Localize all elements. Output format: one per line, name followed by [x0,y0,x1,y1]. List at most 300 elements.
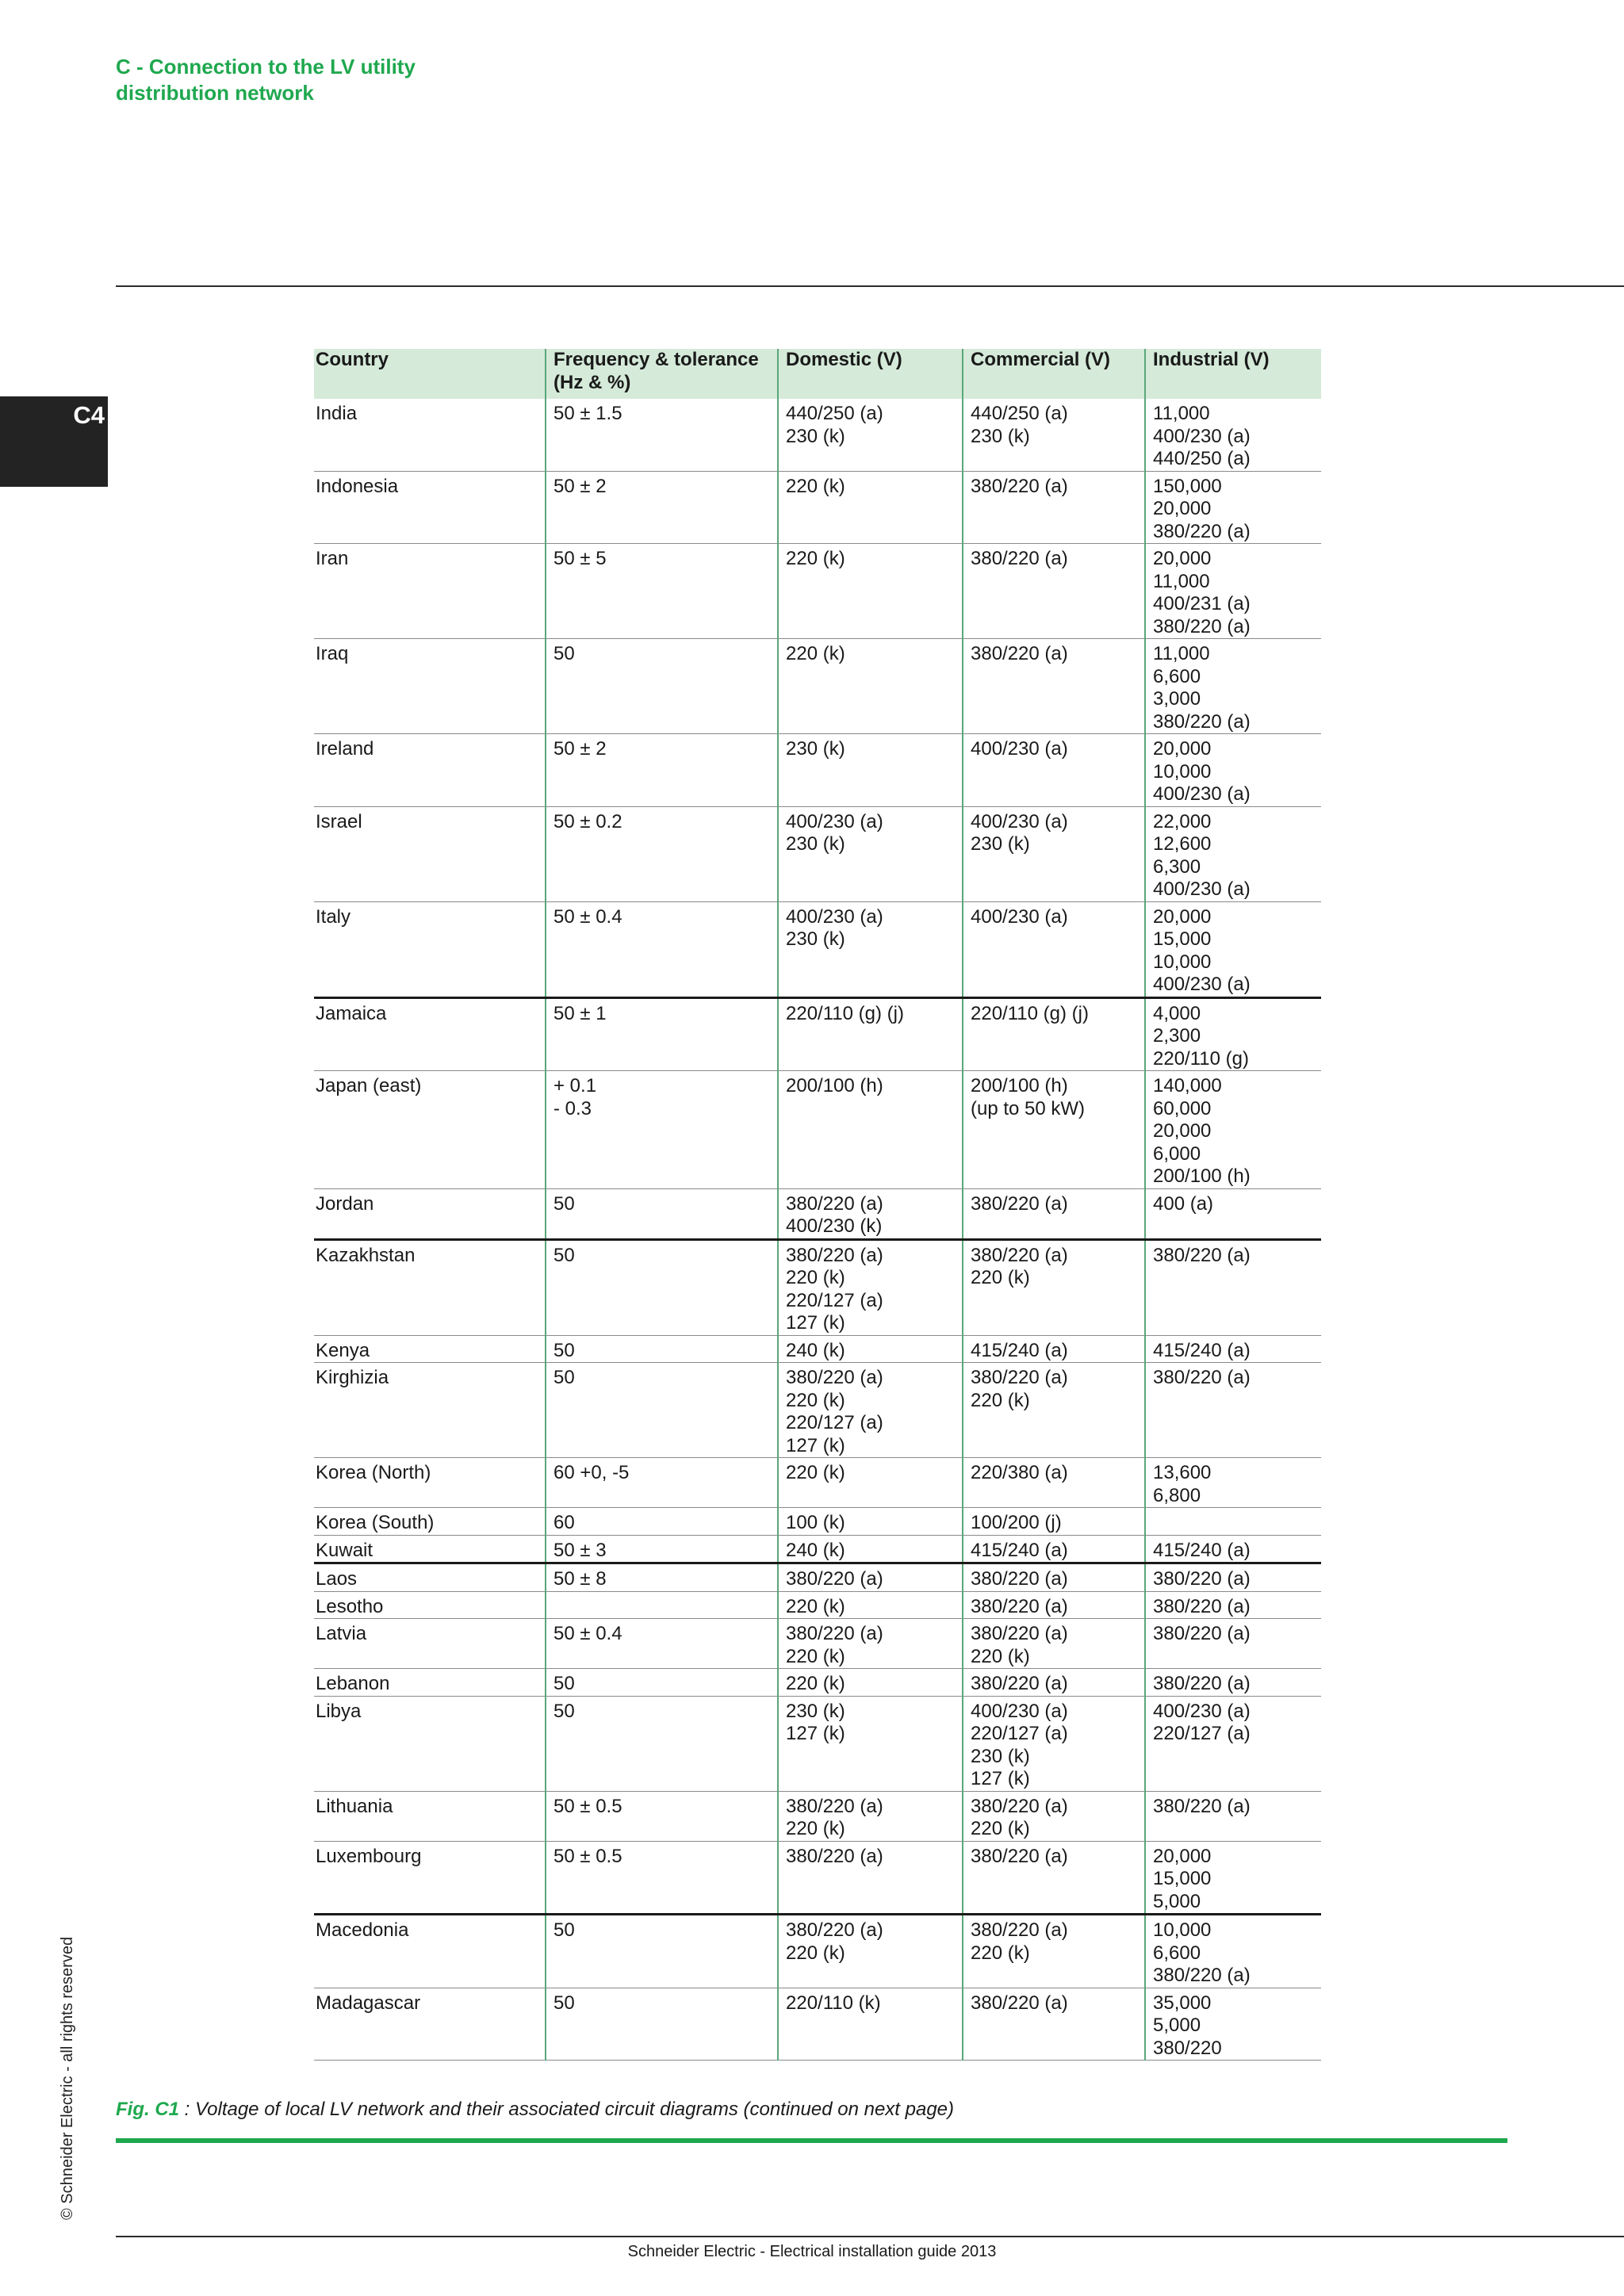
cell-country [314,1696,546,1791]
cell-industrial [1145,1363,1321,1458]
cell-commercial-line: 220/110 (g) (j) [971,1002,1089,1024]
cell-frequency-line: + 0.1 [553,1075,597,1096]
cell-domestic-line: 220 (k) [786,643,845,664]
cell-industrial [1145,1988,1321,2061]
table-row [314,1363,1321,1458]
cell-domestic-line: 220/110 (k) [786,1992,881,2014]
cell-domestic [778,1563,963,1592]
cell-frequency [546,1791,778,1841]
cell-industrial-line: 15,000 [1153,928,1212,950]
chapter-page-label: C4 [73,401,105,429]
cell-industrial-line: 15,000 [1153,1868,1212,1889]
cell-frequency [546,734,778,807]
column-header-frequency: Frequency & tolerance (Hz & %) [546,349,778,399]
cell-commercial-line: 380/220 (a) [971,1595,1068,1617]
cell-country [314,997,546,1071]
cell-frequency-line: 50 ± 2 [553,475,607,497]
cell-commercial-line: 230 (k) [971,833,1030,855]
cell-commercial-line: 380/220 (a) [971,1568,1068,1590]
cell-frequency-line: 50 [553,643,575,664]
country-name: Kenya [316,1339,370,1361]
cell-industrial-line: 4,000 [1153,1002,1201,1024]
country-name: Japan (east) [316,1075,422,1096]
cell-domestic [778,1791,963,1841]
cell-domestic-line: 220/127 (a) [786,1412,883,1433]
country-name: Indonesia [316,475,399,497]
cell-frequency [546,901,778,997]
cell-frequency-line: 50 [553,1673,575,1694]
cell-frequency [546,1915,778,1988]
cell-industrial-line: 415/240 (a) [1153,1539,1251,1561]
column-header-commercial: Commercial (V) [963,349,1145,399]
cell-frequency-line: 50 ± 0.5 [553,1795,622,1817]
cell-frequency [546,1363,778,1458]
cell-commercial-line: 380/220 (a) [971,1795,1068,1817]
cell-country [314,1841,546,1915]
cell-domestic [778,1669,963,1697]
cell-industrial-line: 22,000 [1153,810,1212,832]
cell-country [314,806,546,901]
country-name: Kazakhstan [316,1244,416,1266]
table-header-row [314,349,1321,399]
cell-domestic-line: 220 (k) [786,548,845,569]
cell-domestic-line: 127 (k) [786,1723,845,1744]
cell-industrial-line: 380/220 (a) [1153,520,1251,542]
cell-industrial [1145,734,1321,807]
table-row [314,997,1321,1071]
cell-frequency [546,1841,778,1915]
country-name: Lesotho [316,1595,384,1617]
cell-industrial-line: 380/220 (a) [1153,1367,1251,1388]
cell-domestic-line: 220 (k) [786,1818,845,1839]
cell-industrial-line: 380/220 (a) [1153,1673,1251,1694]
cell-commercial [963,1188,1145,1239]
cell-domestic-line: 230 (k) [786,738,845,760]
country-name: India [316,403,358,424]
cell-industrial [1145,1508,1321,1536]
country-name: Korea (South) [316,1512,435,1533]
cell-country [314,1458,546,1508]
cell-industrial-line: 400/230 (a) [1153,878,1251,900]
cell-industrial [1145,1591,1321,1619]
cell-industrial [1145,1239,1321,1335]
cell-country [314,734,546,807]
cell-industrial [1145,544,1321,639]
cell-domestic [778,1841,963,1915]
cell-frequency [546,997,778,1071]
cell-domestic-line: 380/220 (a) [786,1919,883,1941]
cell-industrial [1145,1669,1321,1697]
cell-domestic-line: 440/250 (a) [786,403,883,424]
cell-commercial-line: (up to 50 kW) [971,1097,1086,1119]
cell-domestic [778,1915,963,1988]
cell-industrial-line: 35,000 [1153,1992,1212,2014]
cell-domestic [778,399,963,471]
cell-frequency [546,1591,778,1619]
cell-domestic-line: 220 (k) [786,475,845,497]
cell-frequency [546,1508,778,1536]
cell-frequency [546,1458,778,1508]
cell-domestic [778,1508,963,1536]
cell-domestic-line: 127 (k) [786,1312,845,1334]
table-row [314,1988,1321,2061]
cell-domestic-line: 240 (k) [786,1339,845,1361]
cell-industrial-line: 400/230 (a) [1153,974,1251,995]
cell-commercial-line: 380/220 (a) [971,643,1068,664]
cell-commercial-line: 380/220 (a) [971,1192,1068,1215]
cell-domestic [778,471,963,544]
cell-commercial [963,1335,1145,1363]
cell-industrial-line: 200/100 (h) [1153,1165,1251,1187]
cell-commercial-line: 220 (k) [971,1389,1030,1411]
cell-commercial-line: 380/220 (a) [971,548,1068,569]
cell-frequency [546,1563,778,1592]
cell-industrial [1145,806,1321,901]
cell-commercial-line: 415/240 (a) [971,1339,1068,1361]
cell-industrial-line: 150,000 [1153,475,1222,497]
cell-domestic [778,639,963,734]
cell-commercial-line: 380/220 (a) [971,1919,1068,1941]
cell-industrial-line: 220/127 (a) [1153,1723,1251,1744]
cell-commercial-line: 220 (k) [971,1267,1030,1288]
cell-frequency-line: 50 ± 1 [553,1002,607,1024]
section-title-line-2: distribution network [116,81,314,105]
cell-domestic [778,1335,963,1363]
cell-industrial-line: 13,600 [1153,1462,1212,1483]
header-divider [116,285,1624,287]
column-header-industrial: Industrial (V) [1145,349,1321,399]
country-name: Lithuania [316,1795,393,1817]
cell-country [314,901,546,997]
cell-country [314,1591,546,1619]
cell-industrial [1145,471,1321,544]
cell-industrial-line: 380/220 (a) [1153,1568,1251,1590]
cell-commercial-line: 230 (k) [971,1745,1030,1767]
cell-country [314,1563,546,1592]
cell-frequency [546,1669,778,1697]
page-section-title [116,54,592,106]
cell-commercial-line: 200/100 (h) [971,1075,1068,1096]
cell-frequency [546,1535,778,1563]
cell-commercial [963,734,1145,807]
cell-domestic [778,806,963,901]
cell-domestic-line: 220 (k) [786,1389,845,1411]
cell-domestic-line: 200/100 (h) [786,1075,883,1096]
cell-commercial-line: 220/380 (a) [971,1462,1068,1483]
table-row [314,1696,1321,1791]
cell-commercial-line: 380/220 (a) [971,1623,1068,1644]
cell-industrial-line: 380/220 [1153,2037,1222,2059]
cell-industrial-line: 2,300 [1153,1025,1201,1047]
cell-domestic [778,901,963,997]
cell-country [314,544,546,639]
cell-commercial-line: 100/200 (j) [971,1512,1062,1533]
cell-industrial [1145,1188,1321,1239]
cell-frequency-line: 50 [553,1919,575,1941]
cell-frequency-line: 50 ± 2 [553,738,607,760]
cell-domestic-line: 220/110 (g) (j) [786,1002,904,1024]
cell-domestic-line: 100 (k) [786,1512,845,1533]
table-row [314,1591,1321,1619]
cell-domestic-line: 220 (k) [786,1673,845,1694]
cell-commercial [963,1696,1145,1791]
cell-industrial [1145,997,1321,1071]
cell-frequency-line: 50 [553,1244,575,1266]
cell-industrial-line: 400 (a) [1153,1192,1214,1215]
cell-industrial-line: 11,000 [1153,570,1210,592]
column-header-domestic: Domestic (V) [778,349,963,399]
cell-frequency-line: 50 ± 5 [553,548,607,569]
cell-commercial-line: 127 (k) [971,1768,1030,1789]
table-row [314,1841,1321,1915]
cell-industrial [1145,1458,1321,1508]
cell-domestic-line: 220/127 (a) [786,1289,883,1311]
country-name: Jordan [316,1192,374,1215]
country-name: Korea (North) [316,1462,431,1483]
cell-commercial [963,1071,1145,1189]
cell-country [314,1239,546,1335]
table-row [314,471,1321,544]
cell-domestic-line: 230 (k) [786,1700,845,1722]
country-name: Iran [316,548,349,569]
cell-commercial [963,1591,1145,1619]
cell-industrial-line: 400/230 (a) [1153,1700,1251,1722]
cell-commercial-line: 380/220 (a) [971,1367,1068,1388]
country-name: Ireland [316,738,374,760]
cell-domestic-line: 400/230 (a) [786,905,883,928]
cell-frequency-line: 50 [553,1700,575,1722]
table-row [314,1563,1321,1592]
country-name: Latvia [316,1623,367,1644]
cell-industrial-line: 5,000 [1153,2015,1201,2036]
cell-domestic-line: 220 (k) [786,1942,845,1964]
cell-industrial-line: 20,000 [1153,738,1212,760]
cell-domestic-line: 380/220 (a) [786,1795,883,1817]
cell-commercial-line: 400/230 (a) [971,738,1068,760]
cell-domestic-line: 380/220 (a) [786,1244,883,1266]
cell-frequency [546,1335,778,1363]
cell-frequency-line: - 0.3 [553,1097,592,1119]
cell-industrial-line: 20,000 [1153,498,1212,519]
cell-industrial [1145,1071,1321,1189]
cell-frequency-line: 50 ± 0.5 [553,1845,622,1867]
cell-domestic-line: 230 (k) [786,928,845,950]
cell-industrial-line: 400/230 (a) [1153,425,1251,447]
cell-domestic-line: 230 (k) [786,425,845,447]
table-row [314,544,1321,639]
cell-commercial [963,1458,1145,1508]
cell-commercial-line: 400/230 (a) [971,810,1068,832]
cell-commercial-line: 380/220 (a) [971,1845,1068,1867]
cell-frequency [546,1071,778,1189]
cell-industrial-line: 440/250 (a) [1153,448,1251,469]
cell-industrial [1145,1696,1321,1791]
cell-commercial-line: 380/220 (a) [971,1244,1068,1266]
cell-industrial-line: 380/220 (a) [1153,1244,1251,1266]
cell-commercial [963,639,1145,734]
country-name: Israel [316,810,362,832]
cell-industrial [1145,399,1321,471]
voltage-table [314,349,1321,2061]
cell-domestic [778,997,963,1071]
cell-frequency [546,1619,778,1669]
cell-industrial-line: 380/220 (a) [1153,1795,1251,1817]
cell-domestic-line: 220 (k) [786,1462,845,1483]
cell-commercial-line: 440/250 (a) [971,403,1068,424]
cell-domestic-line: 380/220 (a) [786,1192,883,1215]
cell-industrial [1145,1335,1321,1363]
cell-industrial [1145,1791,1321,1841]
cell-country [314,1988,546,2061]
cell-country [314,399,546,471]
cell-commercial-line: 220/127 (a) [971,1723,1068,1744]
cell-industrial-line: 6,600 [1153,1942,1201,1964]
cell-domestic-line: 400/230 (a) [786,810,883,832]
cell-industrial-line: 20,000 [1153,1120,1212,1142]
cell-country [314,1669,546,1697]
table-row [314,734,1321,807]
cell-commercial-line: 380/220 (a) [971,1992,1068,2014]
table-row [314,1239,1321,1335]
copyright-notice: © Schneider Electric - all rights reserved [59,1936,76,2220]
cell-domestic [778,1696,963,1791]
table-body [314,399,1321,2061]
cell-frequency [546,399,778,471]
cell-commercial [963,1988,1145,2061]
cell-country [314,1363,546,1458]
cell-frequency-line: 50 ± 1.5 [553,403,622,424]
country-name: Kirghizia [316,1367,389,1388]
country-name: Kuwait [316,1539,373,1561]
cell-commercial [963,1915,1145,1988]
cell-commercial [963,1563,1145,1592]
table-row [314,1458,1321,1508]
table-row [314,901,1321,997]
cell-domestic [778,1535,963,1563]
cell-commercial [963,1841,1145,1915]
caption-underline [116,2138,1507,2143]
cell-commercial [963,1619,1145,1669]
country-name: Macedonia [316,1919,409,1941]
cell-industrial-line: 6,600 [1153,665,1201,687]
cell-commercial-line: 400/230 (a) [971,905,1068,928]
cell-industrial-line: 10,000 [1153,1919,1212,1941]
cell-commercial [963,1508,1145,1536]
table-row [314,1535,1321,1563]
cell-industrial-line: 380/220 (a) [1153,710,1251,733]
cell-industrial [1145,1841,1321,1915]
country-name: Italy [316,905,351,928]
country-name: Libya [316,1700,362,1722]
cell-industrial-line: 6,800 [1153,1484,1201,1506]
cell-commercial [963,471,1145,544]
footer-divider [116,2236,1624,2237]
cell-domestic [778,1188,963,1239]
cell-commercial-line: 220 (k) [971,1818,1030,1839]
cell-commercial [963,1669,1145,1697]
cell-domestic [778,544,963,639]
cell-domestic-line: 380/220 (a) [786,1845,883,1867]
cell-industrial-line: 380/220 (a) [1153,615,1251,637]
cell-commercial-line: 380/220 (a) [971,1673,1068,1694]
cell-domestic-line: 380/220 (a) [786,1367,883,1388]
cell-frequency-line: 50 [553,1192,575,1215]
cell-country [314,1915,546,1988]
cell-industrial-line: 10,000 [1153,951,1212,973]
cell-country [314,1535,546,1563]
cell-frequency-line: 50 ± 3 [553,1539,607,1561]
cell-industrial-line: 380/220 (a) [1153,1595,1251,1617]
cell-industrial [1145,1563,1321,1592]
cell-commercial-line: 400/230 (a) [971,1700,1068,1722]
figure-caption-text: : Voltage of local LV network and their associated circuit diagrams (continued on next page) [179,2099,955,2120]
cell-frequency-line: 60 [553,1512,575,1533]
table-row [314,399,1321,471]
section-title-line-1: C - Connection to the LV utility [116,55,416,78]
cell-frequency [546,1239,778,1335]
country-name: Lebanon [316,1673,390,1694]
cell-industrial [1145,1619,1321,1669]
cell-domestic [778,734,963,807]
cell-industrial-line: 20,000 [1153,1845,1212,1867]
table-row [314,806,1321,901]
table-row [314,1619,1321,1669]
cell-industrial [1145,901,1321,997]
cell-frequency [546,639,778,734]
table-row [314,1188,1321,1239]
cell-domestic [778,1591,963,1619]
cell-frequency-line: 50 [553,1992,575,2014]
cell-frequency-line: 50 ± 8 [553,1568,607,1590]
cell-industrial-line: 220/110 (g) [1153,1047,1249,1070]
table-row [314,1508,1321,1536]
cell-frequency [546,1188,778,1239]
cell-domestic [778,1988,963,2061]
cell-industrial-line: 6,300 [1153,855,1201,878]
cell-commercial [963,1239,1145,1335]
cell-frequency [546,1988,778,2061]
cell-frequency-line: 50 ± 0.4 [553,1623,622,1644]
country-name: Laos [316,1568,358,1590]
country-name: Madagascar [316,1992,421,2014]
cell-country [314,1619,546,1669]
cell-commercial [963,399,1145,471]
cell-frequency-line: 50 [553,1339,575,1361]
cell-industrial [1145,639,1321,734]
cell-domestic-line: 380/220 (a) [786,1623,883,1644]
cell-country [314,471,546,544]
cell-industrial-line: 10,000 [1153,760,1212,783]
cell-commercial-line: 380/220 (a) [971,475,1068,497]
cell-commercial [963,901,1145,997]
cell-commercial [963,997,1145,1071]
cell-commercial [963,1363,1145,1458]
cell-frequency [546,471,778,544]
cell-industrial-line: 3,000 [1153,688,1201,710]
cell-industrial [1145,1535,1321,1563]
figure-caption [116,2099,954,2121]
table-row [314,1915,1321,1988]
column-header-country: Country [314,349,546,399]
cell-domestic [778,1458,963,1508]
cell-domestic-line: 220 (k) [786,1645,845,1667]
cell-domestic [778,1363,963,1458]
cell-industrial-line: 380/220 (a) [1153,1623,1251,1644]
table-row [314,1335,1321,1363]
table-row [314,1669,1321,1697]
cell-industrial-line: 415/240 (a) [1153,1339,1251,1361]
table-row [314,1791,1321,1841]
